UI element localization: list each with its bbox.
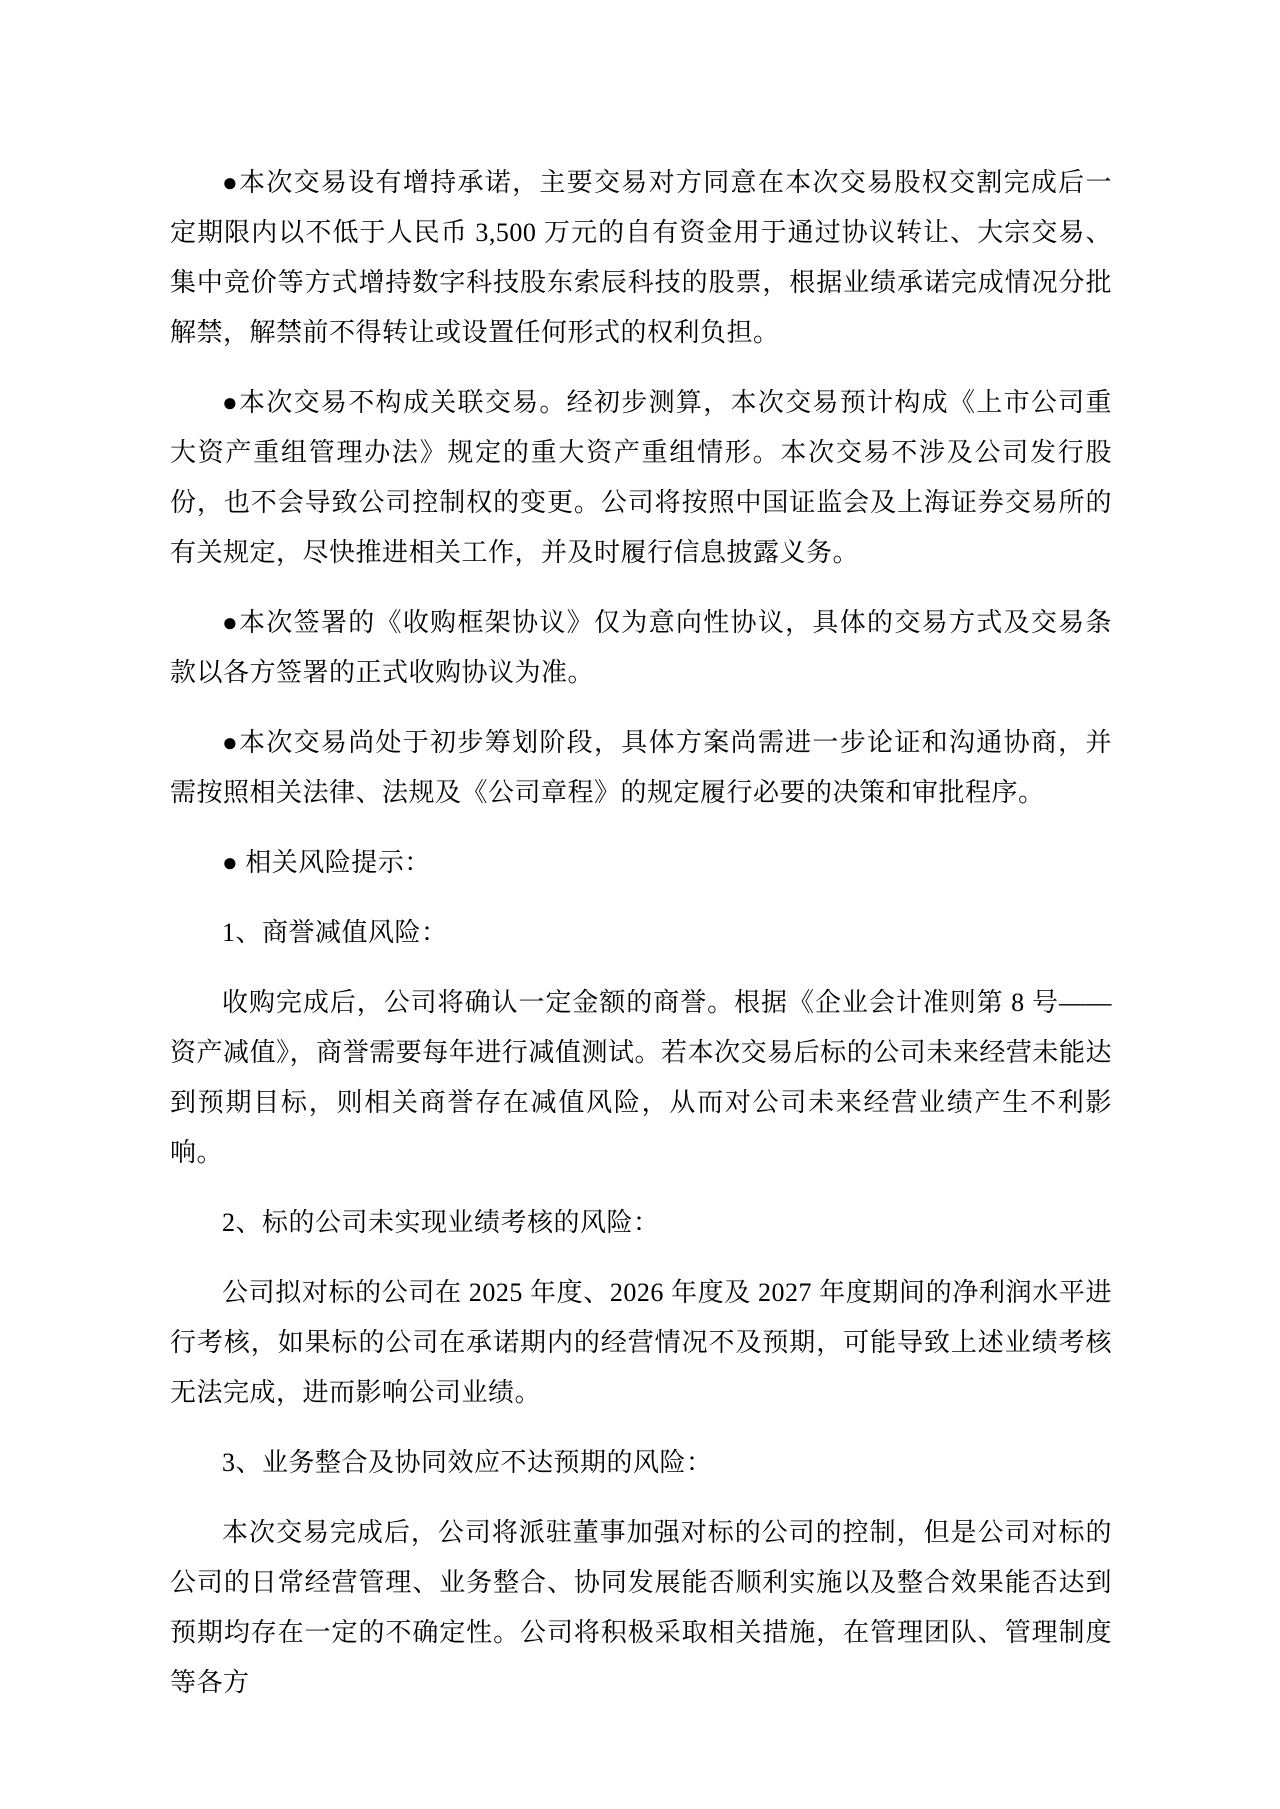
risk-item-1-heading: 1、商誉减值风险：	[222, 918, 448, 947]
paragraph-related-transaction-statement: ●本次交易不构成关联交易。经初步测算，本次交易预计构成《上市公司重大资产重组管理办法》规定的重大资产重组情形。本次交易不涉及公司发行股份，也不会导致公司控制权的变更。公司将按照中国证监会及上海证券交易所的有关规定，尽快推进相关工作，并及时履行信息披露义务。	[170, 388, 1112, 567]
paragraph-preliminary-planning-statement: ●本次交易尚处于初步筹划阶段，具体方案尚需进一步论证和沟通协商，并需按照相关法律、法规及《公司章程》的规定履行必要的决策和审批程序。	[170, 728, 1112, 807]
paragraph-holding-increase-commitment: ●本次交易设有增持承诺，主要交易对方同意在本次交易股权交割完成后一定期限内以不低于人民币 3,500 万元的自有资金用于通过协议转让、大宗交易、集中竞价等方式增持数字科技股东索辰科技的股票，根据业绩承诺完成情况分批解禁，解禁前不得转让或设置任何形式的权利负担。	[170, 168, 1112, 347]
risk-item-2-heading: 2、标的公司未实现业绩考核的风险：	[222, 1208, 660, 1237]
risk-notice-heading: ● 相关风险提示：	[222, 848, 431, 877]
paragraph-framework-agreement-statement: ●本次签署的《收购框架协议》仅为意向性协议，具体的交易方式及交易条款以各方签署的正式收购协议为准。	[170, 608, 1112, 687]
risk-item-1-body: 收购完成后，公司将确认一定金额的商誉。根据《企业会计准则第 8 号——资产减值》，商誉需要每年进行减值测试。若本次交易后标的公司未来经营未能达到预期目标，则相关商誉存在减值风险，从而对公司未来经营业绩产生不利影响。	[170, 988, 1112, 1167]
risk-item-3-body: 本次交易完成后，公司将派驻董事加强对标的公司的控制，但是公司对标的公司的日常经营管理、业务整合、协同发展能否顺利实施以及整合效果能否达到预期均存在一定的不确定性。公司将积极采取相关措施，在管理团队、管理制度等各方	[170, 1518, 1112, 1697]
risk-item-3-heading: 3、业务整合及协同效应不达预期的风险：	[222, 1448, 713, 1477]
document-body	[170, 158, 1112, 1708]
risk-item-2-body: 公司拟对标的公司在 2025 年度、2026 年度及 2027 年度期间的净利润水平进行考核，如果标的公司在承诺期内的经营情况不及预期，可能导致上述业绩考核无法完成，进而影响公司业绩。	[170, 1278, 1112, 1407]
